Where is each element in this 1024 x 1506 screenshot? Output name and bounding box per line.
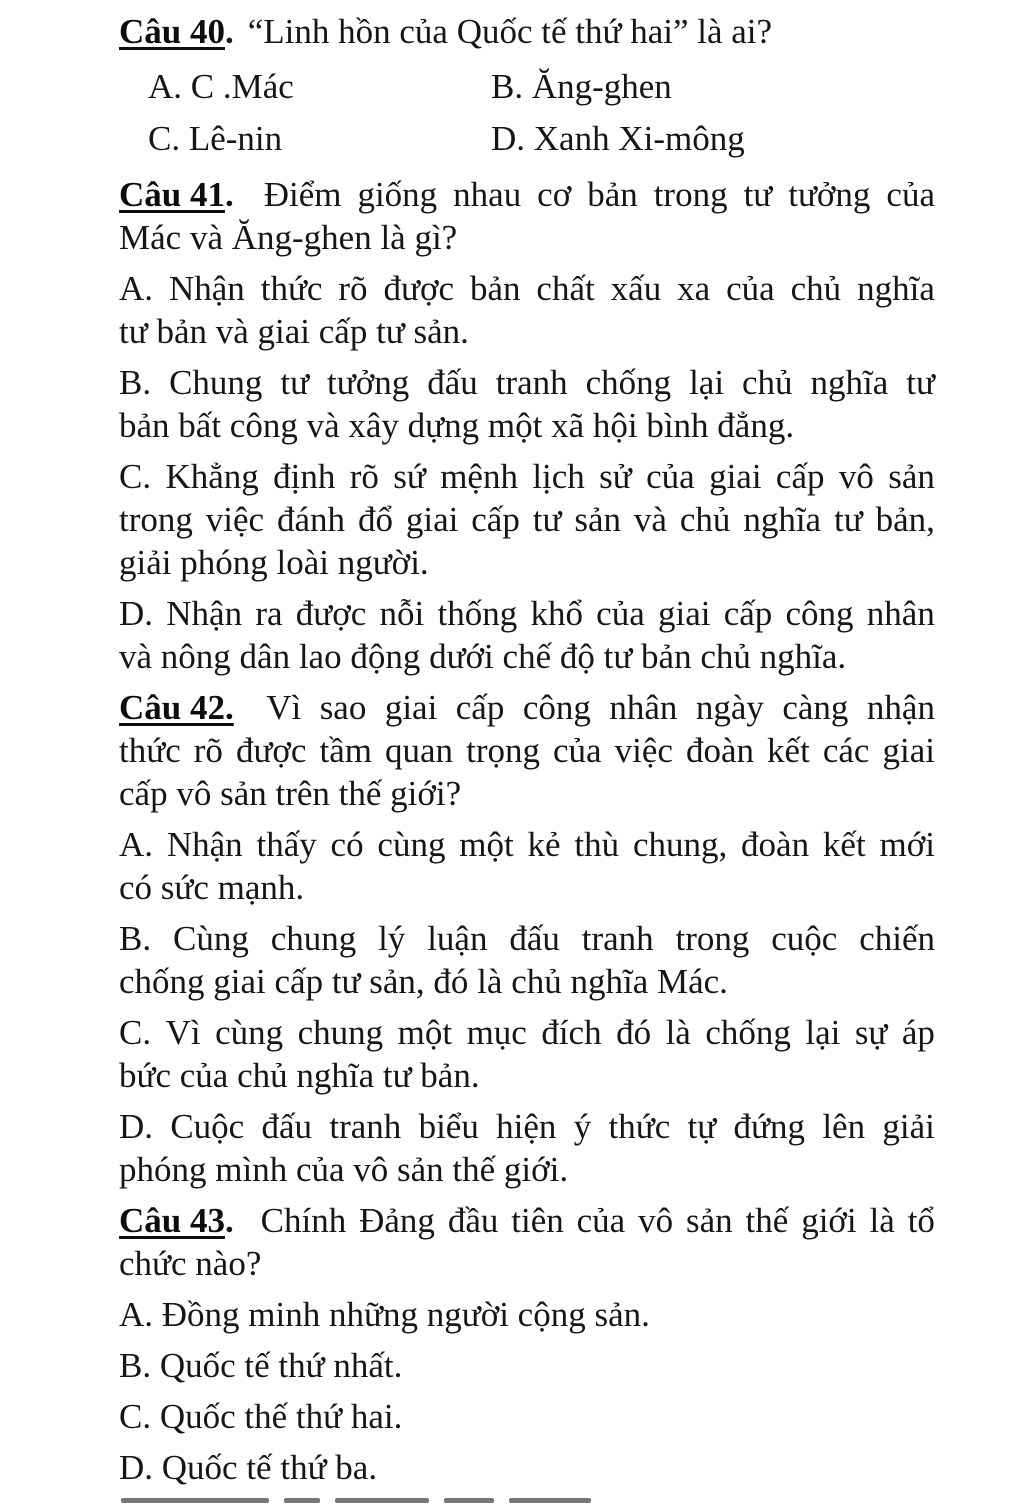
question-42-option-b-line: B. Cùng chung lý luận đấu tranh trong cuộc chiến <box>119 919 935 958</box>
question-41-option-b-line <box>119 404 935 447</box>
question-42-option-a-line: A. Nhận thấy có cùng một kẻ thù chung, đoàn kết mới <box>119 825 935 864</box>
cutoff-fragment-dash <box>284 1498 320 1503</box>
question-43-option-b <box>119 1344 935 1387</box>
question-40-heading <box>119 10 935 53</box>
cutoff-fragment-dash <box>444 1498 494 1503</box>
question-42-heading-line: thức rõ được tầm quan trọng của việc đoàn kết các giai <box>119 731 935 770</box>
question-heading-label-group <box>119 686 248 729</box>
text-line: “Linh hồn của Quốc tế thứ hai” là ai? <box>247 12 773 51</box>
question-42-option-b <box>119 917 935 1003</box>
question-43-heading <box>119 1199 935 1285</box>
text-line: cấp vô sản trên thế giới? <box>119 774 462 813</box>
quiz-document <box>119 10 935 1497</box>
question-heading-label-group <box>119 12 248 51</box>
question-number-label: Câu 40 <box>119 12 225 51</box>
text-line: phóng mình của vô sản thế giới. <box>119 1150 569 1189</box>
question-42-option-a-line <box>119 866 935 909</box>
answer-option: D. Xanh Xi-mông <box>491 119 745 158</box>
question-42-option-d <box>119 1105 935 1191</box>
question-41-heading <box>119 173 935 259</box>
question-43-heading-line <box>119 1242 935 1285</box>
question-42-heading <box>119 686 935 815</box>
question-heading-label-group <box>119 173 248 216</box>
question-40-heading-line <box>119 10 935 53</box>
question-41-option-c <box>119 455 935 584</box>
question-43-option-a <box>119 1293 935 1336</box>
text-line: tư bản và giai cấp tư sản. <box>119 312 469 351</box>
question-label-separator: . <box>225 12 234 51</box>
question-42-option-c-line <box>119 1054 935 1097</box>
question-42-option-d-line: D. Cuộc đấu tranh biểu hiện ý thức tự đứng lên giải <box>119 1107 935 1146</box>
question-41-heading-line <box>119 216 935 259</box>
question-41-option-a-line <box>119 310 935 353</box>
question-43-option-c <box>119 1395 935 1438</box>
question-41-option-d <box>119 592 935 678</box>
question-42-option-c-line: C. Vì cùng chung một mục đích đó là chống lại sự áp <box>119 1013 935 1052</box>
question-43-option-a-line <box>119 1293 935 1336</box>
question-label-separator <box>234 688 248 727</box>
text-line: bức của chủ nghĩa tư bản. <box>119 1056 480 1095</box>
question-42-option-d-line <box>119 1148 935 1191</box>
answer-option: C. Lê-nin <box>148 119 283 158</box>
text-line: A. Đồng minh những người cộng sản. <box>119 1295 650 1334</box>
question-43-option-d <box>119 1446 935 1489</box>
text-line: chống giai cấp tư sản, đó là chủ nghĩa Mác. <box>119 962 728 1001</box>
question-41-option-c-line <box>119 541 935 584</box>
question-41-option-b-line: B. Chung tư tưởng đấu tranh chống lại chủ nghĩa tư <box>119 363 935 402</box>
cutoff-fragment-dash <box>335 1498 429 1503</box>
question-42-option-a <box>119 823 935 909</box>
text-line: Mác và Ăng-ghen là gì? <box>119 218 458 257</box>
question-41-option-a-line: A. Nhận thức rõ được bản chất xấu xa của chủ nghĩa <box>119 269 935 308</box>
question-label-separator: . <box>225 1201 234 1240</box>
question-42-heading-line: Câu 42. Vì sao giai cấp công nhân ngày càng nhận <box>119 688 935 727</box>
text-line: C. Quốc thế thứ hai. <box>119 1397 403 1436</box>
question-heading-label-group <box>119 1199 248 1242</box>
question-label-separator: . <box>225 175 234 214</box>
text-line: chức nào? <box>119 1244 262 1283</box>
option-row <box>119 113 935 165</box>
question-41-option-c-line: trong việc đánh đổ giai cấp tư sản và chủ nghĩa tư bản, <box>119 500 935 539</box>
question-43-option-b-line <box>119 1344 935 1387</box>
cutoff-fragment-dash <box>121 1498 269 1503</box>
answer-option: B. Ăng-ghen <box>491 67 672 106</box>
question-42-heading-line <box>119 772 935 815</box>
cutoff-line-fragment <box>121 1498 591 1505</box>
text-line: B. Quốc tế thứ nhất. <box>119 1346 403 1385</box>
text-line: D. Quốc tế thứ ba. <box>119 1448 378 1487</box>
question-43-option-c-line <box>119 1395 935 1438</box>
text-line: và nông dân lao động dưới chế độ tư bản chủ nghĩa. <box>119 637 847 676</box>
question-42-option-b-line <box>119 960 935 1003</box>
option-row <box>119 61 935 113</box>
question-43-option-d-line <box>119 1446 935 1489</box>
question-41-heading-line: Câu 41. Điểm giống nhau cơ bản trong tư tưởng của <box>119 175 935 214</box>
text-line: giải phóng loài người. <box>119 543 429 582</box>
question-41-option-b <box>119 361 935 447</box>
question-42-option-c <box>119 1011 935 1097</box>
question-43-heading-line: Câu 43. Chính Đảng đầu tiên của vô sản thế giới là tổ <box>119 1201 935 1240</box>
answer-option: A. C .Mác <box>148 67 294 106</box>
question-40-options <box>119 61 935 165</box>
question-41-option-d-line <box>119 635 935 678</box>
cutoff-fragment-dash <box>509 1498 591 1503</box>
text-line: bản bất công và xây dựng một xã hội bình đẳng. <box>119 406 795 445</box>
question-41-option-d-line: D. Nhận ra được nỗi thống khổ của giai cấp công nhân <box>119 594 935 633</box>
question-number-label: Câu 43 <box>119 1201 225 1240</box>
question-number-label: Câu 41 <box>119 175 225 214</box>
question-41-option-c-line: C. Khẳng định rõ sứ mệnh lịch sử của giai cấp vô sản <box>119 457 935 496</box>
text-line: có sức mạnh. <box>119 868 305 907</box>
question-number-label: Câu 42. <box>119 688 234 727</box>
question-41-option-a <box>119 267 935 353</box>
